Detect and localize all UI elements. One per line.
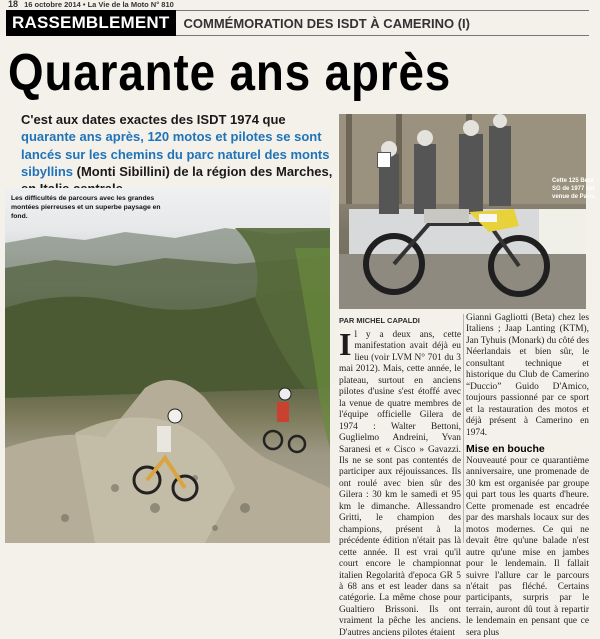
column-2-text-b: Nouveauté pour ce quarantième anniversaire, une promenade de 30 km est organisée par groupe qui part tous les quarts d'heure. Cette promenade est encadrée par des marshals locaux sur des motos modernes. Ce qui ne devait être qu'une balade n'est autre qu'une mise en jambes pour le lendemain. Il fallait suivre l'allure car le parcours n'était pas fléché. Certains participants, surpris par le terrain, auront dû tout à repartir le lendemain en pensant que ce sera plus [466, 455, 589, 638]
lead-highlight: quarante ans après, 120 motos et pilotes se sont lancés sur les chemins du parc naturel des monts sibyllins [21, 129, 330, 179]
photo-beta-motorcycle [339, 114, 597, 309]
article-column-2 [466, 313, 589, 638]
lead-paragraph [21, 111, 333, 189]
landscape-illustration [5, 188, 330, 543]
column-2-text-a: Gianni Gagliotti (Beta) chez les Italiens ; Jaap Lanting (KTM), Jan Tyhuis (Monark) du côté des Néerlandais et bien sûr, le consultant technique et historique du Club de Camerino “Duccio” Guido D'Amico, toujours passionné par ce sport et la restauration des motos et déjà présent à Camerino en 1974. [466, 313, 589, 438]
headline: Quarante ans après [8, 44, 452, 102]
article-column-1 [339, 326, 461, 638]
subheading: Mise en bouche [466, 442, 545, 455]
section-rubric: RASSEMBLEMENT [6, 10, 176, 36]
page-header [0, 0, 595, 9]
article-byline: PAR MICHEL CAPALDI [339, 316, 420, 325]
lead-text-2: (Monti Sibillini) de la région des Marches, [76, 163, 333, 179]
column-1-text: l y a deux ans, cette manifestation avait déjà eu lieu (voir LVM N° 701 du 3 mai 2012). Mais, cette année, le plateau, surtout en anciens pilotes d'usine s'est étoffé avec la venue de quatre membres de l'équipe officielle Gilera de 1974 : Walter Bettoni, Guglielmo Andreini, Yvan Saranesi et « Cisco » Gavazzi. Ils ne se sont pas contentés de participer aux réjouissances. Ils ont roulé avec bien sûr des Gilera : 30 km le samedi et 95 km le dimanche. Allessandro Gritti, le champion des champions, présent à la précédente édition n'était pas là cette année. Il est vrai qu'il court encore le championnat italien Regolarità d'epoca GR 5 à 68 ans et est leader dans sa catégorie. La même chose pour Gualtiero Brissoni. Ils ont vraiment la pêche les anciens. D'autres anciens pilotes étaient [339, 330, 461, 638]
lead-text-1: C'est aux dates exactes des ISDT 1974 que [21, 112, 286, 127]
column-divider [463, 314, 464, 543]
parking-sign-icon [377, 152, 391, 168]
section-banner [6, 10, 589, 36]
date-line: 16 octobre 2014 • La Vie de la Moto N° 810 [24, 0, 174, 9]
page-number: 18 [8, 0, 19, 9]
photo-right-caption: Cette 125 Beta SG de 1977 est venue de Paris. [552, 178, 597, 200]
rider-2 [264, 388, 305, 452]
drop-cap: I [339, 326, 352, 362]
photo-left-caption: Les difficultés de parcours avec les grandes montées pierreuses et un superbe paysage en fond. [11, 195, 161, 220]
photo-landscape [5, 188, 330, 543]
section-subtitle: COMMÉMORATION DES ISDT À CAMERINO (I) [176, 10, 590, 36]
motorcycle-scene [339, 114, 586, 309]
